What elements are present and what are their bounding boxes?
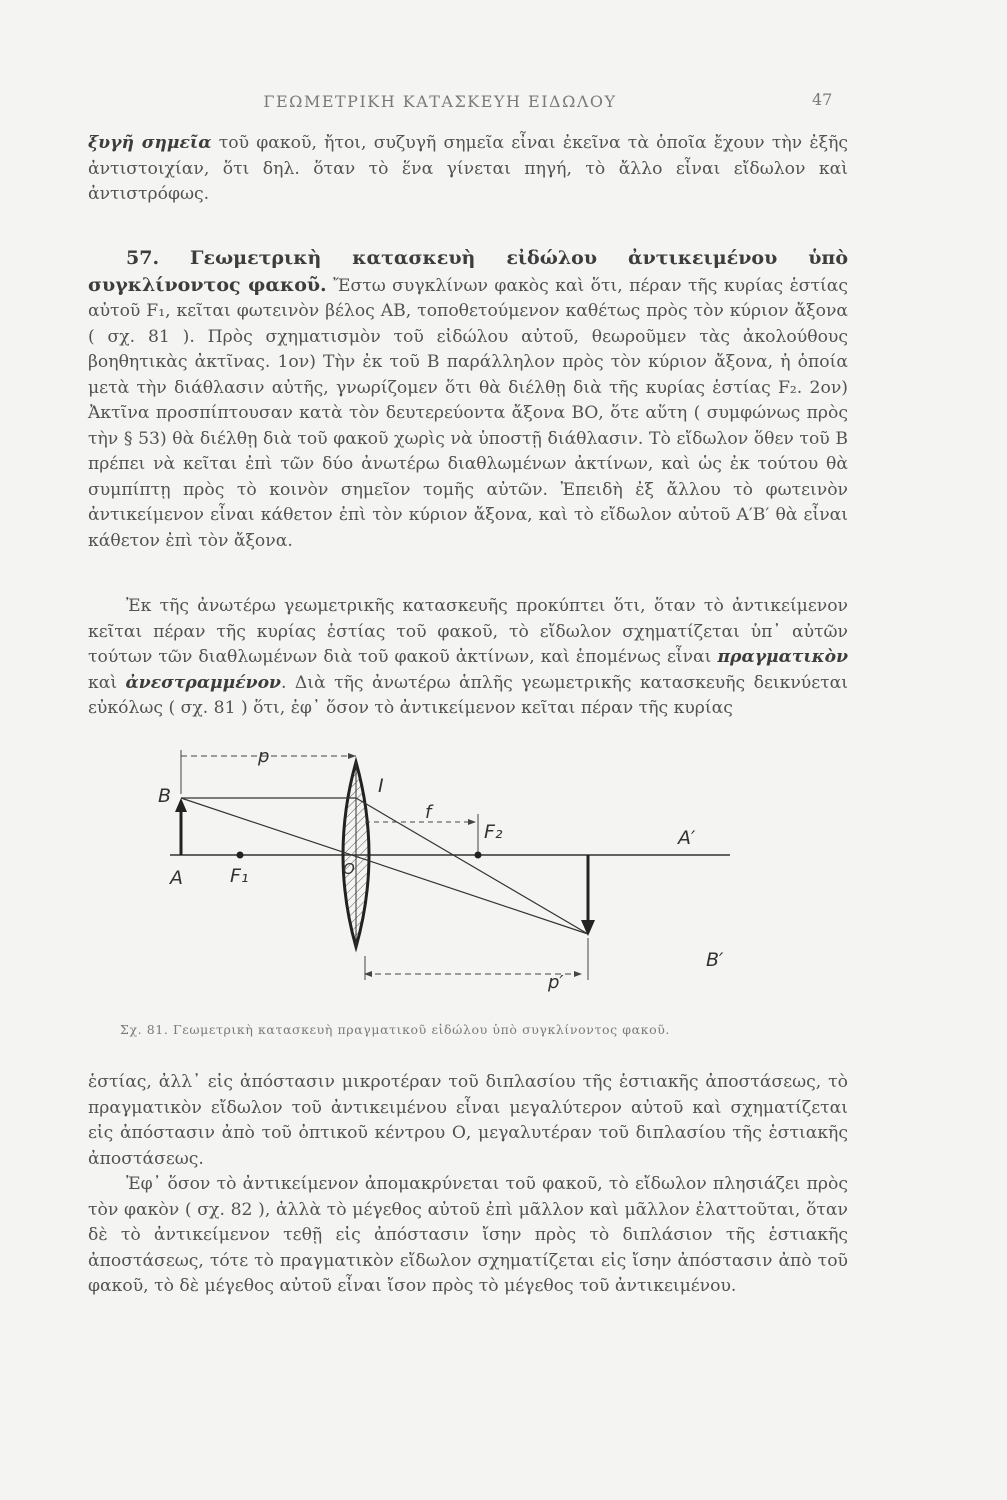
figure-caption: Σχ. 81. Γεωμετρικὴ κατασκευὴ πραγματικοῦ εἰδώλου ὑπὸ συγκλίνοντος φακοῦ. bbox=[120, 1022, 670, 1037]
p-dimension-arrow bbox=[348, 753, 356, 759]
continuation-text bbox=[88, 1070, 848, 1300]
label-F2: F₂ bbox=[484, 821, 503, 843]
refracted-ray bbox=[356, 798, 588, 934]
label-B-prime: B′ bbox=[706, 949, 724, 971]
intro-lead-term: ξυγῆ σημεῖα bbox=[88, 133, 212, 153]
label-p-prime: p′ bbox=[548, 972, 564, 993]
label-B: B bbox=[158, 785, 172, 807]
term-real: πραγματικὸν bbox=[717, 647, 848, 667]
label-A: A bbox=[170, 867, 183, 889]
focus-f2-dot bbox=[475, 852, 482, 859]
conclusion-text-b: καὶ bbox=[88, 672, 126, 693]
running-head: ΓΕΩΜΕΤΡΙΚΗ ΚΑΤΑΣΚΕΥΗ ΕΙΔΩΛΟΥ bbox=[263, 92, 617, 111]
label-p: p bbox=[258, 746, 270, 767]
lens-figure bbox=[150, 742, 790, 1012]
intro-text: τοῦ φακοῦ, ἤτοι, συζυγῆ σημεῖα εἶναι ἐκεῖνα τὰ ὁποῖα ἔχουν τὴν ἐξῆς ἀντιστοιχίαν, ὅτι δηλ. ὅταν τὸ ἕνα γίνεται πηγή, τὸ ἄλλο εἶναι εἴδωλον καὶ ἀντιστρόφως. bbox=[88, 133, 848, 204]
term-inverted: ἀνεστραμμένον bbox=[125, 672, 281, 693]
final-paragraph: Ἐφ᾿ ὅσον τὸ ἀντικείμενον ἀπομακρύνεται τοῦ φακοῦ, τὸ εἴδωλον πλησιάζει πρὸς τὸν φακὸν ( σχ. 82 ), ἀλλὰ τὸ μέγεθος αὐτοῦ ἐπὶ μᾶλλον καὶ μᾶλλον ἐλαττοῦται, ὅταν δὲ τὸ ἀντικείμενον τεθῇ εἰς ἀπόστασιν ἴσην πρὸς τὸ διπλάσιον τῆς ἑστιακῆς ἀποστάσεως, τότε τὸ πραγματικὸν εἴδωλον σχηματίζεται εἰς ἴσην ἀπόστασιν ἀπὸ τοῦ φακοῦ, τὸ δὲ μέγεθος αὐτοῦ εἶναι ἴσον πρὸς τὸ μέγεθος τοῦ ἀντικειμένου. bbox=[88, 1174, 848, 1296]
intro-paragraph bbox=[88, 131, 848, 208]
label-I: I bbox=[378, 775, 384, 797]
object-arrow-head bbox=[175, 798, 187, 812]
after-figure-paragraph: ἑστίας, ἀλλ᾿ εἰς ἀπόστασιν μικροτέραν τοῦ διπλασίου τῆς ἑστιακῆς ἀποστάσεως, τὸ πραγματικὸν εἴδωλον τοῦ ἀντικειμένου εἶναι μεγαλύτερον αὐτοῦ καὶ σχηματίζεται εἰς ἀπόστασιν ἀπὸ τοῦ ὀπτικοῦ κέντρου Ο, μεγαλυτέραν τοῦ διπλασίου τῆς ἑστιακῆς ἀποστάσεως. bbox=[88, 1072, 848, 1169]
label-O: O bbox=[343, 860, 355, 878]
f-dimension-arrow bbox=[468, 819, 476, 825]
label-f: f bbox=[425, 802, 432, 823]
conclusion-text-c: . Διὰ τῆς ἀνωτέρω ἁπλῆς γεωμετρικῆς κατασκευῆς δεικνύεται εὐκόλως ( σχ. 81 ) ὅτι, ἐφ᾿ ὅσον τὸ ἀντικείμενον κεῖται πέραν τῆς κυρίας bbox=[88, 672, 848, 718]
lens-diagram bbox=[150, 742, 790, 1012]
conclusion-text-a: Ἐκ τῆς ἀνωτέρω γεωμετρικῆς κατασκευῆς προκύπτει ὅτι, ὅταν τὸ ἀντικείμενον κεῖται πέραν τῆς κυρίας ἑστίας τοῦ φακοῦ, τὸ εἴδωλον σχηματίζεται ὑπ᾿ αὐτῶν τούτων τῶν διαθλωμένων διὰ τοῦ φακοῦ ἀκτίνων, καὶ ἑπομένως εἶναι bbox=[88, 596, 848, 667]
p-prime-arrow-right bbox=[574, 971, 582, 977]
label-A-prime: A′ bbox=[678, 827, 696, 849]
image-arrow-head bbox=[581, 920, 595, 936]
section-title: 57. Γεωμετρικὴ κατασκευὴ εἰδώλου ἀντικειμένου ὑπὸ συγκλίνοντος φακοῦ. bbox=[88, 247, 848, 296]
focus-f1-dot bbox=[237, 852, 244, 859]
page-number: 47 bbox=[812, 90, 833, 109]
conclusion-paragraph bbox=[88, 594, 848, 722]
label-F1: F₁ bbox=[230, 865, 249, 887]
section-text: Ἔστω συγκλίνων φακὸς καὶ ὅτι, πέραν τῆς κυρίας ἑστίας αὐτοῦ F₁, κεῖται φωτεινὸν βέλος ΑΒ, τοποθετούμενον καθέτως πρὸς τὸν κύριον ἄξονα ( σχ. 81 ). Πρὸς σχηματισμὸν τοῦ εἰδώλου αὐτοῦ, θεωροῦμεν τὰς ἀκολούθους βοηθητικὰς ἀκτῖνας. 1ον) Τὴν ἐκ τοῦ Β παράλληλον πρὸς τὸν κύριον ἄξονα, ἡ ὁποία μετὰ τὴν διάθλασιν αὐτῆς, γνωρίζομεν ὅτι θὰ διέλθῃ διὰ τῆς κυρίας ἑστίας F₂. 2ον) Ἀκτῖνα προσπίπτουσαν κατὰ τὸν δευτερεύοντα ἄξονα ΒΟ, ὅτε αὕτη ( συμφώνως πρὸς τὴν § 53) θὰ διέλθῃ διὰ τοῦ φακοῦ χωρὶς νὰ ὑποστῇ διάθλασιν. Τὸ εἴδωλον ὅθεν τοῦ Β πρέπει νὰ κεῖται ἐπὶ τῶν δύο ἀνωτέρω διαθλωμένων ἀκτίνων, καὶ ὡς ἐκ τούτου θὰ συμπίπτῃ πρὸς τὸ κοινὸν σημεῖον τομῆς αὐτῶν. Ἐπειδὴ ἐξ ἄλλου τὸ φωτεινὸν ἀντικείμενον εἶναι κάθετον ἐπὶ τὸν κύριον ἄξονα, καὶ τὸ εἴδωλον αὐτοῦ Α′Β′ θὰ εἶναι κάθετον ἐπὶ τὸν ἄξονα. bbox=[88, 275, 849, 551]
section-57 bbox=[88, 246, 848, 554]
